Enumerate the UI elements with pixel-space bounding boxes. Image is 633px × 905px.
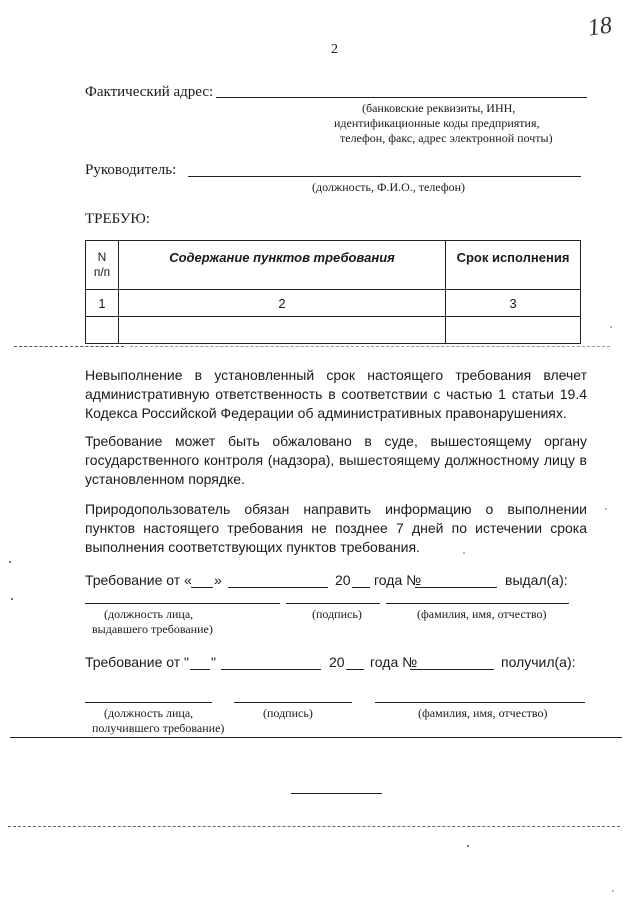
- issued-name-hint: (фамилия, имя, отчество): [417, 607, 547, 621]
- handwritten-page-mark: 18: [586, 12, 614, 42]
- received-year-label: года №: [370, 654, 418, 670]
- scan-speck: [11, 598, 13, 600]
- header-number-line1: N: [97, 250, 107, 264]
- received-position-hint-2: получившего требование): [92, 721, 225, 735]
- empty-cell-3: [446, 317, 581, 344]
- header-content: Содержание пунктов требования: [119, 241, 446, 290]
- address-hint-2: идентификационные коды предприятия,: [334, 116, 540, 130]
- scan-speck: [612, 890, 614, 892]
- empty-cell-2: [119, 317, 446, 344]
- received-name-line: [375, 702, 585, 703]
- address-hint-1: (банковские реквизиты, ИНН,: [362, 101, 516, 115]
- issued-line: [85, 572, 605, 592]
- demand-heading: ТРЕБУЮ:: [85, 211, 150, 227]
- head-label: Руководитель:: [85, 162, 177, 178]
- paragraph-obligation: Природопользователь обязан направить информацию о выполнении пунктов настоящего требования не позднее 7 дней по истечении срока выполнения соответствующих пунктов требования.: [85, 501, 587, 555]
- received-name-hint: (фамилия, имя, отчество): [418, 706, 548, 720]
- header-number-line2: п/п: [93, 265, 111, 279]
- issued-month-blank: [228, 587, 328, 588]
- paragraph-appeal: Требование может быть обжаловано в суде, вышестоящему органу государственного контроля (надзора), вышестоящему должностному лицу в установленном порядке.: [85, 433, 587, 487]
- scan-speck: [610, 326, 612, 328]
- scan-speck: [605, 508, 607, 510]
- issued-position-hint-2: выдавшего требование): [92, 622, 213, 636]
- issued-year-label: года №: [374, 572, 422, 588]
- issued-signature-hint: (подпись): [312, 607, 362, 621]
- scan-dash-top-right: [130, 346, 610, 347]
- address-label: Фактический адрес:: [85, 84, 214, 100]
- issued-number-blank: [415, 587, 497, 588]
- issued-prefix: Требование от «: [85, 572, 192, 588]
- received-year: 20: [329, 654, 345, 670]
- scan-speck: [463, 552, 465, 554]
- received-year-blank: [346, 669, 364, 670]
- address-hint-3: телефон, факс, адрес электронной почты): [340, 131, 553, 145]
- requirements-table: [85, 240, 581, 344]
- received-signature-line: [234, 702, 352, 703]
- received-line: [85, 654, 605, 674]
- issued-position-line: [85, 603, 280, 604]
- received-day-blank: [190, 669, 210, 670]
- header-deadline: Срок исполнения: [446, 241, 581, 290]
- issued-position-hint-1: (должность лица,: [104, 607, 194, 621]
- issued-year: 20: [335, 572, 351, 588]
- head-hint: (должность, Ф.И.О., телефон): [312, 180, 466, 194]
- page-number: 2: [331, 42, 338, 57]
- scan-speck: [9, 561, 11, 563]
- bottom-rule: [10, 737, 622, 738]
- paragraph-liability: Невыполнение в установленный срок настоящего требования влечет административную ответственность в соответствии с частью 1 статьи 19.4 Кодекса Российской Федерации об административных правонарушениях.: [85, 367, 587, 421]
- received-position-line: [85, 702, 212, 703]
- received-close-quote: ": [211, 654, 216, 670]
- issued-action: выдал(а):: [505, 572, 568, 588]
- header-number: [86, 241, 119, 290]
- received-action: получил(а):: [501, 654, 576, 670]
- issued-close-quote: »: [214, 572, 222, 588]
- empty-cell-1: [86, 317, 119, 344]
- received-prefix: Требование от ": [85, 654, 190, 670]
- issued-signature-line: [286, 603, 380, 604]
- received-position-hint-1: (должность лица,: [104, 706, 194, 720]
- head-line: [188, 176, 581, 177]
- address-line: [216, 97, 587, 98]
- index-cell-3: 3: [446, 290, 581, 317]
- received-number-blank: [410, 669, 494, 670]
- scan-dash-bottom: [8, 826, 620, 827]
- issued-year-blank: [352, 587, 370, 588]
- received-month-blank: [221, 669, 321, 670]
- index-cell-1: 1: [86, 290, 119, 317]
- scan-speck: [467, 845, 469, 847]
- issued-name-line: [386, 603, 569, 604]
- end-rule: [291, 793, 382, 794]
- scan-dash-top: [14, 346, 124, 347]
- index-cell-2: 2: [119, 290, 446, 317]
- issued-day-blank: [191, 587, 213, 588]
- received-signature-hint: (подпись): [263, 706, 313, 720]
